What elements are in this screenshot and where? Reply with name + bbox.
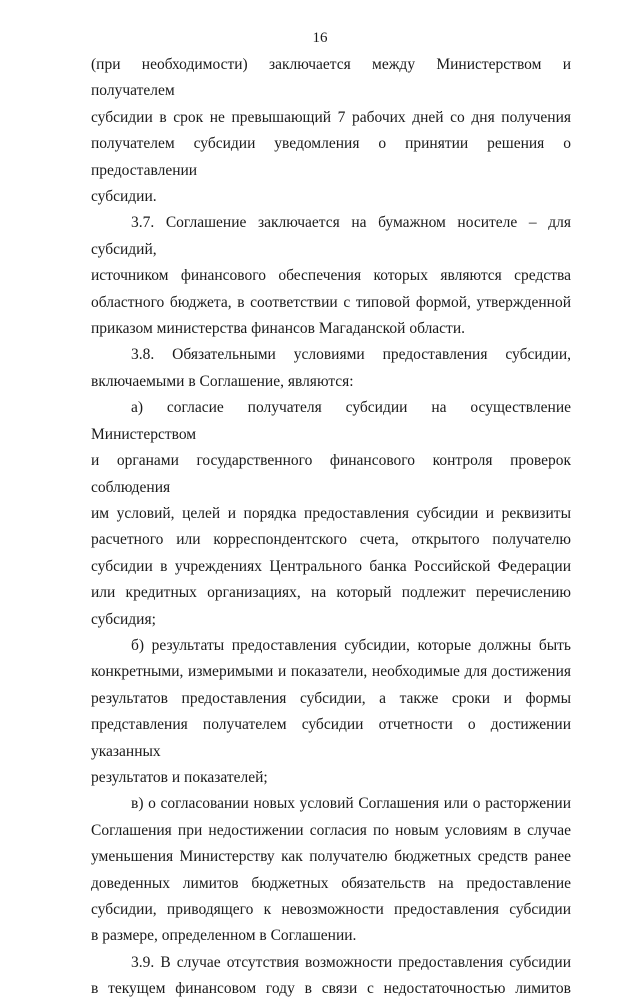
document-text xyxy=(91,52,571,1003)
text-line: 3.8. Обязательными условиями предоставления субсидии, xyxy=(131,346,571,364)
text-line: субсидии, приводящего к невозможности предоставления субсидии xyxy=(91,901,571,918)
text-line: представления получателем субсидии отчетности о достижении указанных xyxy=(91,716,571,760)
text-line: включаемыми в Соглашение, являются: xyxy=(91,372,354,390)
text-line: 3.9. В случае отсутствия возможности предоставления субсидии xyxy=(131,953,571,971)
text-line: в) о согласовании новых условий Соглашения или о расторжении xyxy=(131,795,571,813)
text-line: результатов предоставления субсидии, а также сроки и формы xyxy=(91,689,571,707)
text-line: конкретными, измеримыми и показатели, необходимые для достижения xyxy=(91,663,571,681)
text-line: (при необходимости) заключается между Министерством и получателем xyxy=(91,56,571,100)
text-line: приказом министерства финансов Магаданской области. xyxy=(91,320,466,338)
text-line: и органами государственного финансового контроля проверок соблюдения xyxy=(91,452,571,496)
page-number: 16 xyxy=(312,30,328,46)
text-line: в размере, определенном в Соглашении. xyxy=(91,927,357,945)
text-line: расчетного или корреспондентского счета, открытого получателю xyxy=(91,531,571,549)
text-line: субсидия; xyxy=(91,610,156,628)
text-line: результатов и показателей; xyxy=(91,768,268,786)
text-line: им условий, целей и порядка предоставления субсидии и реквизиты xyxy=(91,504,571,522)
text-line: субсидии. xyxy=(91,188,157,206)
text-line: субсидии в учреждениях Центрального банка Российской Федерации xyxy=(91,557,571,575)
text-line: областного бюджета, в соответствии с типовой формой, утвержденной xyxy=(91,293,571,311)
text-line: Соглашения при недостижении согласия по новым условиям в случае xyxy=(91,821,571,839)
text-line: б) результаты предоставления субсидии, которые должны быть xyxy=(131,636,571,654)
text-line: уменьшения Министерству как получателю бюджетных средств ранее xyxy=(91,848,571,866)
text-line: 3.7. Соглашение заключается на бумажном носителе – для субсидий, xyxy=(91,214,571,258)
text-line: источником финансового обеспечения которых являются средства xyxy=(91,267,571,285)
text-line: субсидии в срок не превышающий 7 рабочих дней со дня получения xyxy=(91,108,571,126)
text-line: а) согласие получателя субсидии на осуществление Министерством xyxy=(91,399,571,443)
text-line: доведенных лимитов бюджетных обязательств на предоставление xyxy=(91,874,571,892)
text-line: в текущем финансовом году в связи с недостаточностью лимитов xyxy=(91,980,571,998)
text-line: или кредитных организациях, на который подлежит перечислению xyxy=(91,584,571,602)
text-line: получателем субсидии уведомления о принятии решения о предоставлении xyxy=(91,135,571,179)
